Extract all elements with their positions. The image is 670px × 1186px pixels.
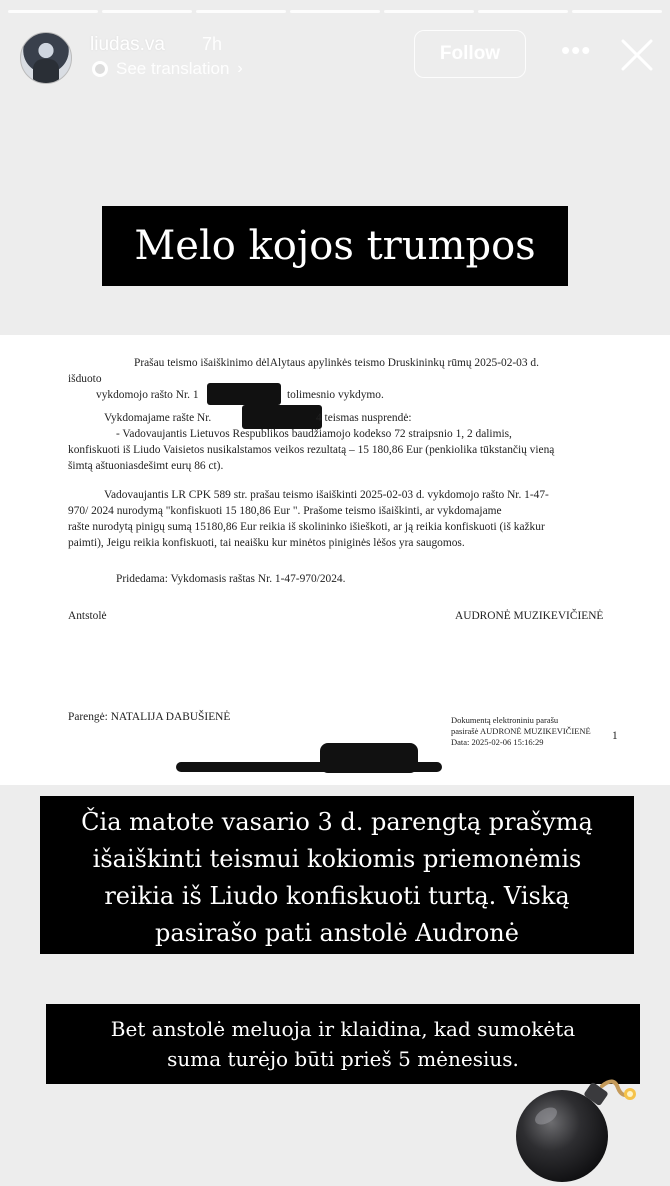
doc-page-number: 1 bbox=[612, 730, 618, 742]
media-scrubber[interactable] bbox=[176, 762, 442, 772]
doc-line: konfiskuoti iš Liudo Vaisietos nusikalstamos veikos rezultatą – 15 180,86 Eur (penkiolika tūkstančių vieną bbox=[68, 444, 555, 456]
doc-line: Vykdomajame rašte Nr. bbox=[104, 412, 212, 424]
avatar[interactable] bbox=[20, 32, 72, 84]
see-translation-link[interactable] bbox=[92, 59, 243, 79]
caption-line: pasirašo pati anstolė Audronė bbox=[155, 919, 519, 947]
progress-segment bbox=[290, 10, 380, 13]
caption-line: suma turėjo būti prieš 5 mėnesius. bbox=[167, 1047, 519, 1071]
globe-icon bbox=[92, 61, 108, 77]
doc-line: 4 teismas nusprendė: bbox=[316, 412, 412, 424]
doc-signature-line: Dokumentą elektroniniu parašu bbox=[451, 715, 559, 725]
doc-line: tolimesnio vykdymo. bbox=[287, 389, 384, 401]
caption-line: Čia matote vasario 3 d. parengtą prašymą bbox=[81, 808, 593, 836]
progress-segment bbox=[478, 10, 568, 13]
progress-segment bbox=[102, 10, 192, 13]
doc-line: Vadovaujantis LR CPK 589 str. prašau teismo išaiškinti 2025-02-03 d. vykdomojo rašto Nr. 1-47- bbox=[104, 489, 549, 501]
story-title: Melo kojos trumpos bbox=[102, 206, 568, 286]
caption-box bbox=[40, 796, 634, 954]
doc-antstole-name: AUDRONĖ MUZIKEVIČIENĖ bbox=[455, 610, 604, 622]
progress-segment bbox=[196, 10, 286, 13]
bomb-icon bbox=[510, 1072, 640, 1184]
post-time: 7h bbox=[202, 34, 223, 54]
doc-line: paimti), Jeigu reikia konfiskuoti, tai neaišku kur minėtos piniginės lėšos yra saugomos. bbox=[68, 537, 465, 549]
caption-line: išaiškinti teismui kokiomis priemonėmis bbox=[92, 845, 582, 873]
doc-signature-line: pasirašė AUDRONĖ MUZIKEVIČIENĖ bbox=[451, 726, 591, 736]
story-header bbox=[0, 28, 670, 88]
doc-line: Pridedama: Vykdomasis raštas Nr. 1-47-970/2024. bbox=[116, 573, 346, 585]
progress-segment bbox=[384, 10, 474, 13]
doc-antstole-label: Antstolė bbox=[68, 610, 107, 622]
see-translation-label: See translation bbox=[116, 59, 230, 78]
story-progress-bar bbox=[8, 10, 662, 13]
doc-line: 970/ 2024 nurodymą "konfiskuoti 15 180,86 Eur ". Prašome teismo išaiškinti, ar vykdomajame bbox=[68, 505, 502, 517]
username[interactable]: liudas.va bbox=[90, 34, 165, 55]
doc-line: Prašau teismo išaiškinimo dėlAlytaus apylinkės teismo Druskininkų rūmų 2025-02-03 d. bbox=[134, 357, 539, 369]
doc-line: - Vadovaujantis Lietuvos Respublikos baudžiamojo kodekso 72 straipsnio 1, 2 dalimis, bbox=[116, 428, 512, 440]
doc-signature-line: Data: 2025-02-06 15:16:29 bbox=[451, 737, 544, 747]
doc-line: šimtą aštuoniasdešimt eurų 86 ct). bbox=[68, 460, 224, 472]
doc-parenge: Parengė: NATALIJA DABUŠIENĖ bbox=[68, 711, 231, 723]
document-image bbox=[0, 335, 670, 785]
chevron-right-icon: › bbox=[237, 60, 243, 77]
close-icon[interactable] bbox=[618, 36, 656, 74]
doc-line: rašte nurodytą pinigų sumą 15180,86 Eur reikia iš skolininko išieškoti, ar ją reikia konfiskuoti (iš kažkur bbox=[68, 521, 545, 533]
doc-line: išduoto bbox=[68, 373, 102, 385]
doc-line: vykdomojo rašto Nr. 1 bbox=[96, 389, 199, 401]
follow-button[interactable]: Follow bbox=[414, 30, 526, 78]
progress-segment bbox=[572, 10, 662, 13]
more-icon[interactable]: ••• bbox=[561, 35, 592, 65]
redaction bbox=[207, 383, 281, 405]
caption-line: reikia iš Liudo konfiskuoti turtą. Viską bbox=[104, 882, 570, 910]
caption-line: Bet anstolė meluoja ir klaidina, kad sumokėta bbox=[110, 1017, 576, 1041]
progress-segment bbox=[8, 10, 98, 13]
